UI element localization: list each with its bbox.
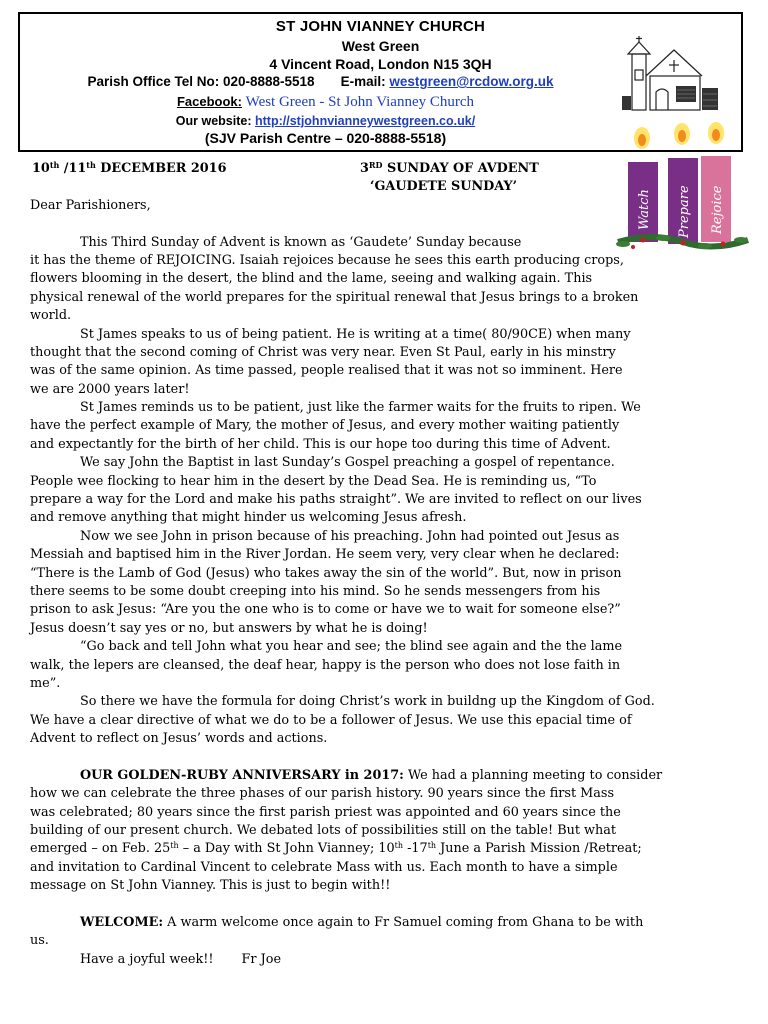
facebook-link[interactable]: West Green - St John Vianney Church	[245, 94, 475, 110]
candle-flames	[634, 122, 724, 149]
paragraph-line: This Third Sunday of Advent is known as ‘Gaudete’ Sunday because	[80, 234, 522, 250]
paragraph-line: me”.	[30, 675, 61, 691]
facebook-line	[20, 94, 631, 111]
newsletter-letter	[30, 160, 750, 969]
closing-line	[30, 951, 750, 969]
paragraph-line: Jesus doesn’t say yes or no, but answers by what he is doing!	[30, 620, 428, 636]
candle-label-watch: Watch	[637, 189, 652, 230]
paragraph-line: St James reminds us to be patient, just like the farmer waits for the fruits to ripen. We	[80, 400, 641, 416]
parish-centre-phone: (SJV Parish Centre – 020-8888-5518)	[204, 130, 447, 146]
paragraph-line: So there we have the formula for doing Christ’s work in buildng up the Kingdom of God.	[80, 694, 655, 710]
greeting: Dear Parishioners,	[30, 197, 151, 213]
date-row	[30, 160, 750, 178]
anniversary-line: emerged – on Feb. 25th – a Day with St John Vianney; 10th -17th June a Parish Mission /Retreat;	[30, 841, 642, 857]
paragraph-line: world.	[30, 308, 72, 324]
paragraph-line: Messiah and baptised him in the River Jordan. He seem very, very clear when he declared:	[30, 547, 620, 563]
paragraph-line: and expectantly for the birth of her child. This is our hope too during this time of Advent.	[30, 436, 611, 452]
anniversary-line: how we can celebrate the three phases of our parish history. 90 years since the first Mass	[30, 786, 615, 802]
paragraph-line: have the perfect example of Mary, the mother of Jesus, and every mother waiting patiently	[30, 418, 620, 434]
website-label: Our website:	[175, 114, 252, 128]
church-name: ST JOHN VIANNEY CHURCH	[275, 18, 486, 35]
anniversary-line: message on St John Vianney. This is just to begin with!!	[30, 878, 391, 894]
paragraph-line: was of the same opinion. As time passed, people realised that it was not so imminent. Here	[30, 363, 623, 379]
anniversary-line: and invitation to Cardinal Vincent to celebrate Mass with us. Each month to have a simple	[30, 859, 618, 875]
anniversary-line: building of our present church. We debated lots of possibilities still on the table! But what	[30, 823, 617, 839]
welcome-line: us.	[30, 933, 49, 949]
church-address: 4 Vincent Road, London N15 3QH	[269, 56, 492, 72]
sunday-name-row	[30, 178, 750, 196]
facebook-label: Facebook:	[176, 94, 242, 109]
liturgical-sunday: 3RD SUNDAY OF AVDENT	[360, 160, 539, 176]
church-area: West Green	[341, 38, 420, 54]
paragraph-line: we are 2000 years later!	[30, 381, 190, 397]
issue-date: 10th /11th DECEMBER 2016	[32, 160, 227, 176]
phone-number: Parish Office Tel No: 020-8888-5518	[87, 74, 315, 89]
signature: Fr Joe	[241, 951, 282, 967]
contact-line	[20, 74, 621, 89]
email-link[interactable]: westgreen@rcdow.org.uk	[389, 74, 554, 89]
candle-label-rejoice: Rejoice	[710, 185, 725, 234]
paragraph-line: flowers blooming in the desert, the blind and the lame, seeing and walking again. This	[30, 271, 593, 287]
paragraph-line: We say John the Baptist in last Sunday’s Gospel preaching a gospel of repentance.	[80, 455, 615, 471]
welcome-heading: WELCOME:	[80, 915, 164, 931]
welcome-line: WELCOME: A warm welcome once again to Fr Samuel coming from Ghana to be with	[80, 915, 644, 931]
paragraph-line: walk, the lepers are cleansed, the deaf hear, happy is the person who does not lose faith in	[30, 657, 621, 673]
paragraph-line: physical renewal of the world prepares for the spiritual renewal that Jesus brings to a broken	[30, 289, 639, 305]
anniversary-line: OUR GOLDEN-RUBY ANNIVERSARY in 2017: We had a planning meeting to consider	[80, 767, 663, 783]
paragraph-line: “There is the Lamb of God (Jesus) who takes away the sin of the world”. But, now in prison	[30, 565, 622, 581]
paragraph-line: We have a clear directive of what we do to be a follower of Jesus. We use this epacial time of	[30, 712, 632, 728]
sunday-name: ‘GAUDETE SUNDAY’	[370, 179, 518, 195]
candle-label-prepare: Prepare	[677, 185, 692, 238]
paragraph-line: St James speaks to us of being patient. He is writing at a time( 80/90CE) when many	[80, 326, 631, 342]
paragraph-line: and remove anything that might hinder us welcoming Jesus afresh.	[30, 510, 467, 526]
anniversary-line: was celebrated; 80 years since the first parish priest was appointed and 60 years since the	[30, 804, 621, 820]
anniversary-heading: OUR GOLDEN-RUBY ANNIVERSARY in 2017:	[80, 767, 404, 783]
paragraph-line: prison to ask Jesus: “Are you the one who is to come or have we to wait for someone else?”	[30, 602, 621, 618]
paragraph-line: there seems to be some doubt creeping into his mind. So he sends messengers from his	[30, 583, 601, 599]
church-building-icon	[622, 36, 720, 114]
paragraph-line: Advent to reflect on Jesus’ words and actions.	[30, 731, 328, 747]
website-link[interactable]: http://stjohnvianneywestgreen.co.uk/	[255, 114, 476, 128]
paragraph-line: prepare a way for the Lord and make his paths straight”. We are invited to reflect on our lives	[30, 492, 642, 508]
paragraph-line: Now we see John in prison because of his preaching. John had pointed out Jesus as	[80, 528, 620, 544]
website-line	[20, 114, 631, 128]
paragraph-line: thought that the second coming of Christ was very near. Even St Paul, early in his minstry	[30, 344, 616, 360]
paragraph-line: “Go back and tell John what you hear and see; the blind see again and the the lame	[80, 639, 623, 655]
paragraph-line: People wee flocking to hear him in the desert by the Dead Sea. He is reminding us, “To	[30, 473, 597, 489]
paragraph-line: it has the theme of REJOICING. Isaiah rejoices because he sees this earth producing crops,	[30, 252, 624, 268]
email-label: E-mail:	[340, 74, 386, 89]
closing: Have a joyful week!!	[80, 951, 214, 967]
